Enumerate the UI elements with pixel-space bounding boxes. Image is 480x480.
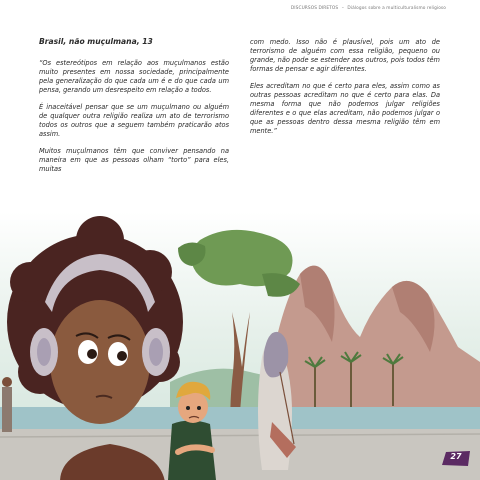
paragraph: Eles acreditam no que é certo para eles, assim como as outras pessoas acreditam no que é certo para elas. Da mesma forma que não podemos julgar religiões diferentes e o que elas acreditam, não podemos julgar o que as pessoas dentro dessa mesma religião têm em mente.” — [250, 82, 440, 135]
text-column-right — [250, 38, 440, 144]
paragraph: Muitos muçulmanos têm que conviver pensando na maneira em que as pessoas olham “torto” para eles, muitas — [39, 147, 229, 174]
header-section: DISCURSOS DIRETOS — [290, 6, 339, 11]
page-number: 27 — [450, 452, 462, 461]
article-title: Brasil, não muçulmana, 13 — [39, 37, 153, 46]
text-column-left — [39, 38, 229, 183]
illustration — [0, 212, 480, 480]
header-subtitle: Diálogos sobre a multiculturalismo religioso — [347, 6, 446, 11]
running-header — [291, 6, 446, 11]
paragraph: com medo. Isso não é plausível, pois um ato de terrorismo de alguém com essa religião, pequeno ou grande, não pode se estender aos outros, pois todos têm formas de pensar e agir diferentes. — [250, 38, 440, 73]
header-separator: – — [341, 6, 344, 11]
page-number-badge — [442, 451, 470, 466]
paragraph: É inaceitável pensar que se um muçulmano ou alguém de qualquer outra religião realiza um ato de terrorismo todos os outros que a seguem também praticarão atos assim. — [39, 103, 229, 138]
paragraph: “Os estereótipos em relação aos muçulmanos estão muito presentes em nossa sociedade, principalmente pela generalização do que cada um é e do que cada um pensa, gerando um desrespeito em relação a todos. — [39, 58, 229, 94]
background-person — [2, 377, 12, 432]
